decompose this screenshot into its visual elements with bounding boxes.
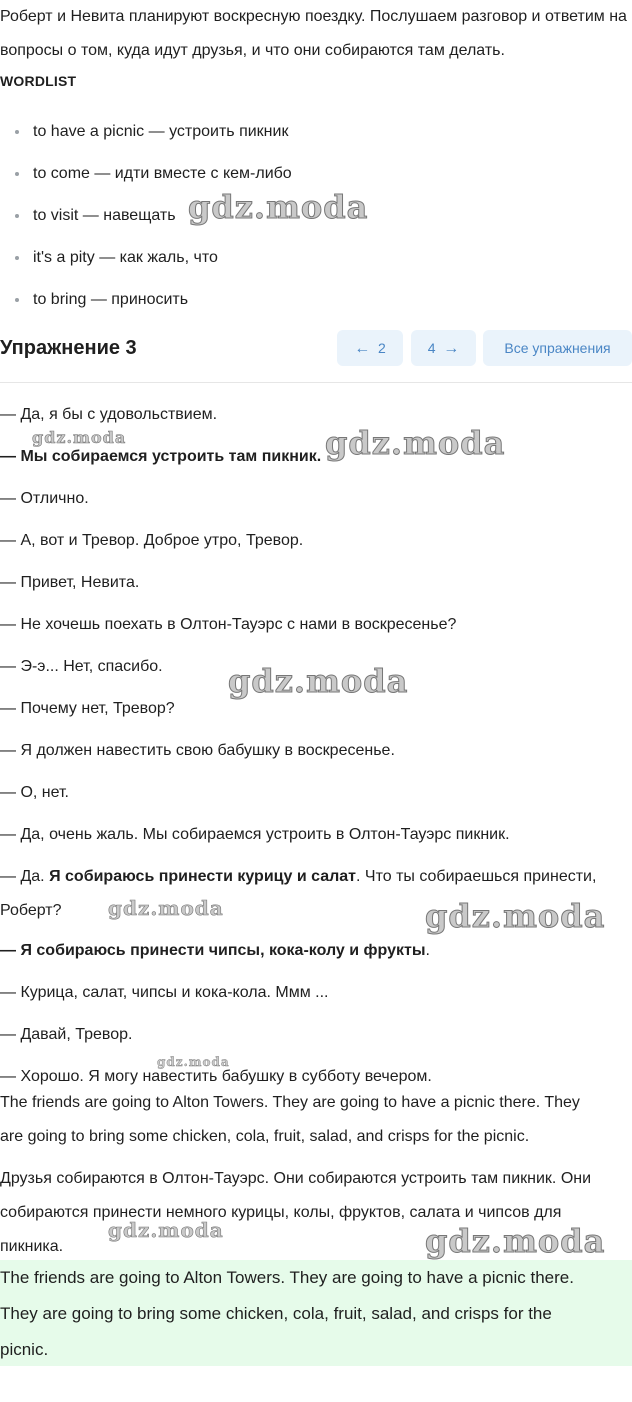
watermark-logo: gdz.moda xyxy=(228,662,409,700)
all-exercises-button[interactable] xyxy=(483,330,632,366)
dialogue-line: — А, вот и Тревор. Доброе утро, Тревор. xyxy=(0,532,304,549)
english-text-line: The friends are going to Alton Towers. They are going to have a picnic there. They xyxy=(0,1094,580,1111)
watermark-logo: gdz.moda xyxy=(425,1222,606,1260)
next-exercise-button[interactable] xyxy=(411,330,476,366)
arrow-right-icon: → xyxy=(443,340,460,357)
header-divider xyxy=(0,382,632,383)
watermark-logo: gdz.moda xyxy=(325,424,506,462)
answer-line: The friends are going to Alton Towers. They are going to have a picnic there. xyxy=(0,1268,574,1287)
watermark-logo: gdz.moda xyxy=(425,897,606,935)
wordlist-item: to come — идти вместе с кем-либо xyxy=(0,154,292,196)
dialogue-line: — Да, очень жаль. Мы собираемся устроить в Олтон-Тауэрс пикник. xyxy=(0,826,510,843)
watermark-logo: gdz.moda xyxy=(32,428,127,447)
russian-text-line: Друзья собираются в Олтон-Тауэрс. Они собираются устроить там пикник. Они xyxy=(0,1170,592,1187)
dialogue-bold-text: — Я собираюсь принести чипсы, кока-колу и фрукты xyxy=(0,942,426,959)
dialogue-line: — О, нет. xyxy=(0,784,69,801)
wordlist-item: to bring — приносить xyxy=(0,280,292,322)
russian-text-line: собираются принести немного курицы, колы, фруктов, салата и чипсов для xyxy=(0,1204,562,1221)
wordlist-item: it's a pity — как жаль, что xyxy=(0,238,292,280)
answer-line: They are going to bring some chicken, cola, fruit, salad, and crisps for the xyxy=(0,1304,552,1323)
exercise-title: Упражнение 3 xyxy=(0,337,137,359)
dialogue-line: — Э-э... Нет, спасибо. xyxy=(0,658,163,675)
wordlist-title: WORDLIST xyxy=(0,73,77,89)
prev-exercise-label: 2 xyxy=(377,340,386,356)
dialogue-text: . xyxy=(425,942,430,959)
dialogue-line: — Почему нет, Тревор? xyxy=(0,700,175,717)
wordlist-item: to visit — навещать xyxy=(0,196,292,238)
intro-text: Роберт и Невита планируют воскресную поездку. Послушаем разговор и ответим на вопросы о том, куда идут друзья, и что они собираются там делать. xyxy=(0,8,627,59)
dialogue-text: . Что ты собираешься принести, xyxy=(356,868,597,885)
watermark-logo: gdz.moda xyxy=(108,896,224,920)
dialogue-bold-text: Я собираюсь принести курицу и салат xyxy=(49,868,357,885)
prev-exercise-button[interactable] xyxy=(337,330,403,366)
dialogue-line: — Да, я бы с удовольствием. xyxy=(0,406,218,423)
dialogue-line: — Привет, Невита. xyxy=(0,574,140,591)
dialogue-line: — Мы собираемся устроить там пикник. xyxy=(0,448,322,465)
dialogue-line: — Отлично. xyxy=(0,490,89,507)
dialogue-line: — Я должен навестить свою бабушку в воскресенье. xyxy=(0,742,395,759)
watermark-logo: gdz.moda xyxy=(188,188,369,226)
dialogue-line: — Не хочешь поехать в Олтон-Тауэрс с нами в воскресенье? xyxy=(0,616,457,633)
dialogue-line xyxy=(0,940,430,962)
next-exercise-label: 4 xyxy=(427,340,436,356)
answer-line: picnic. xyxy=(0,1340,49,1359)
dialogue-line: Роберт? xyxy=(0,902,62,919)
english-text-line: are going to bring some chicken, cola, fruit, salad, and crisps for the picnic. xyxy=(0,1128,530,1145)
answer-block xyxy=(0,1260,632,1366)
dialogue-text: — Да. xyxy=(0,868,50,885)
wordlist xyxy=(0,112,292,322)
dialogue-line: — Хорошо. Я могу навестить бабушку в субботу вечером. xyxy=(0,1068,432,1085)
watermark-logo: gdz.moda xyxy=(108,1218,224,1242)
all-exercises-label: Все упражнения xyxy=(504,340,611,356)
russian-text-line: пикника. xyxy=(0,1238,64,1255)
dialogue-line: — Курица, салат, чипсы и кока-кола. Ммм ... xyxy=(0,984,329,1001)
arrow-left-icon: ← xyxy=(354,340,371,357)
watermark-logo: gdz.moda xyxy=(157,1055,230,1069)
wordlist-item: to have a picnic — устроить пикник xyxy=(0,112,292,154)
dialogue-line: — Давай, Тревор. xyxy=(0,1026,133,1043)
dialogue-line xyxy=(0,866,596,888)
